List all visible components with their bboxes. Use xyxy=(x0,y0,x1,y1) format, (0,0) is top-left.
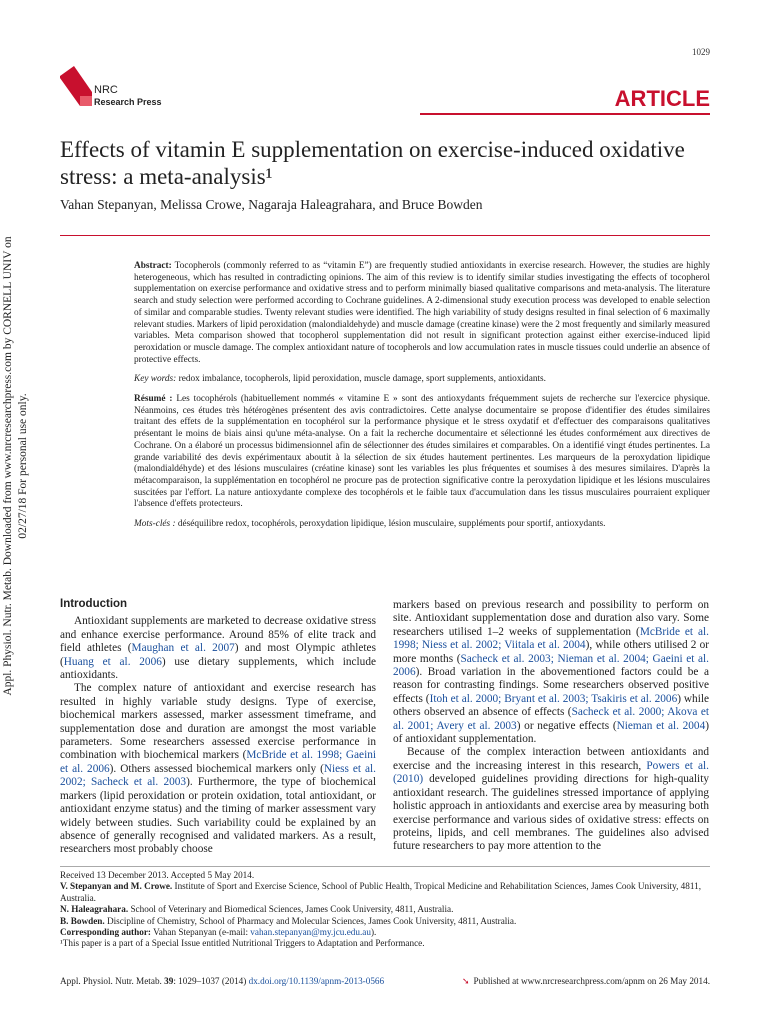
resume-text: Les tocophérols (habituellement nommés « vitamine E » sont des antioxydants fréquemment sujets de recherche sur l'exercice physique. Néanmoins, ces études très hétérogènes présentent des avis contradictoires. Cette analyse documentaire se propose d'identifier des études similaires traitant des effets de la supplémentation en tocophérol sur la performance physique et le stress oxydatif et d'effectuer des comparaisons qualitatives présentant le moins de biais ainsi qu'une méta-analyse. On a fait la recherche documentaire et sélectionné les études conformément aux directives de Cochrane. On a élaboré un processus bidimensionnel afin de sélectionner des études similaires et comparables. On a identifié vingt études pertinentes. La grande variabilité des devis expérimentaux aboutit à la sélection de six études hautement pertinentes. Les marqueurs de la peroxydation lipidique (malondialdéhyde) et des lésions musculaires (créatine kinase) sont les variables les plus fréquentes et soumises à des mesures similaires. D'après la métacomparaison, la supplémentation en tocophérol ne procure pas de protection significative contre la peroxydation lipidique et les lésions musculaires suscitées par l'effort. La nature antioxydante complexe des tocophérols et le faible taux d'accumulation dans les tissus musculaires pourraient expliquer l'absence d'effets protecteurs. xyxy=(134,394,711,510)
citation-link[interactable]: Niess et al. 2002; Sacheck et al. 2003 xyxy=(60,762,376,789)
citation-link[interactable]: Itoh et al. 2000; Bryant et al. 2003; Tsakiris et al. 2006 xyxy=(429,692,678,705)
affiliation-text: School of Veterinary and Biomedical Sciences, James Cook University, 4811, Australia. xyxy=(130,904,454,915)
nrc-logo-icon xyxy=(60,66,94,106)
affiliation-text: Institute of Sport and Exercise Science, School of Public Health, Tropical Medicine and Rehabilitation Sciences, James Cook University, 4811, Australia. xyxy=(60,881,702,903)
resume-label: Résumé : xyxy=(134,394,173,405)
abstract-paragraph xyxy=(134,261,710,366)
citation-link[interactable]: McBride et al. 1998; Gaeini et al. 2006 xyxy=(60,749,376,775)
text-run: ), while others utilised 2 or more months ( xyxy=(393,639,710,665)
citation-link[interactable]: Powers et al. (2010) xyxy=(393,759,709,786)
arrow-icon: ➘ xyxy=(462,976,470,986)
page-number: 1029 xyxy=(692,47,710,57)
affiliation-2 xyxy=(60,904,710,915)
abstract-label: Abstract: xyxy=(134,261,172,271)
text-run: developed guidelines providing directions for high-quality antioxidant research. The guidelines stressed importance of applying holistic approach in antioxidants and exercise area by measuring both exercise performance and various sides of oxidative stress: effects on proteins, lipids, and cell membranes. The guidelines also advised future researchers to pay more attention to the xyxy=(393,773,709,853)
resume-paragraph xyxy=(134,394,710,511)
article-label: ARTICLE xyxy=(614,86,710,111)
logo-text-press: Research Press xyxy=(94,97,162,107)
intro-paragraph-2 xyxy=(60,682,376,856)
download-sidebar xyxy=(1,226,35,706)
received-line: Received 13 December 2013. Accepted 5 May 2014. xyxy=(60,870,255,880)
body-column-right xyxy=(393,599,709,854)
keywords-paragraph xyxy=(134,374,710,386)
abstract-block xyxy=(134,261,710,539)
text-run: ). Others assessed biochemical markers only ( xyxy=(109,762,324,775)
text-run: markers based on previous research and possibility to perform on site. Antioxidant supplementation dose and duration also vary. Some researchers utilised 1–2 weeks of supplementation ( xyxy=(393,599,709,638)
keywords-text: redox imbalance, tocopherols, lipid peroxidation, muscle damage, sport supplements, antioxidants. xyxy=(178,374,546,385)
keywords-label: Key words: xyxy=(134,374,177,385)
intro-paragraph-3 xyxy=(393,599,709,746)
section-heading-introduction: Introduction xyxy=(60,598,128,610)
motscles-text: déséquilibre redox, tocophérols, peroxydation lipidique, lésion musculaire, suppléments pour sportif, antioxydants. xyxy=(177,519,606,530)
motscles-paragraph xyxy=(134,519,710,531)
corresponding-label: Corresponding author: xyxy=(60,927,151,938)
footnote-divider xyxy=(60,866,710,867)
affiliation-names: V. Stepanyan and M. Crowe. xyxy=(60,881,173,892)
nrc-logo xyxy=(60,66,160,122)
citation-link[interactable]: Nieman et al. 2004 xyxy=(616,719,706,732)
affiliation-names: B. Bowden. xyxy=(60,915,105,926)
title-divider xyxy=(60,235,710,236)
affiliation-3 xyxy=(60,916,710,927)
journal-volume: 39 xyxy=(164,976,174,986)
author-email-link[interactable]: vahan.stepanyan@my.jcu.edu.au xyxy=(250,927,371,938)
text-run: ) while others observed an absence of effects ( xyxy=(393,692,709,719)
text-run: The complex nature of antioxidant and exercise research has resulted in highly variable study designs. Type of exercise, biochemical markers assessed, marker assessment timeframe, and supplementation dose and duration are amongst the most variable parameters. Some researchers assessed exercise performance in combination with biochemical markers ( xyxy=(60,682,376,762)
abstract-text: Tocopherols (commonly referred to as “vitamin E”) are frequently studied antioxidants in exercise research. However, the studies are highly heterogeneous, which has resulted in contradicting opinions. The aim of this review is to identify similar studies investigating the effects of tocopherol supplementation on exercise performance and oxidative stress and to perform minimally biased qualitative comparisons and meta-analysis. The literature search and study selection were performed according to Cochrane guidelines. A 2-dimensional study execution process was developed to enable selection of similar and comparable studies. Twenty relevant studies were identified. The high variability of study designs resulted in final selection of 6 maximally relevant studies. Markers of lipid peroxidation (malondialdehyde) and muscle damage (creatine kinase) were the 2 most frequently and similarly measured variables. Meta comparison showed that tocopherol supplementation did not result in significant protection against either exercise-induced lipid peroxidation or muscle damage. The complex antioxidant nature of tocopherols and low accumulation rates in muscle tissues could underlie an absence of protective effects. xyxy=(134,261,711,365)
download-sidebar-text: Appl. Physiol. Nutr. Metab. Downloaded from www.nrcresearchpress.com by CORNELL UNIV on 02/27/18 For personal use only. xyxy=(2,236,29,696)
citation-link[interactable]: Huang et al. 2006 xyxy=(63,655,162,668)
body-column-left xyxy=(60,598,376,857)
affiliation-text: Discipline of Chemistry, School of Pharmacy and Molecular Sciences, James Cook University, 4811, Australia. xyxy=(106,915,517,926)
intro-paragraph-1 xyxy=(60,615,376,682)
corresponding-author xyxy=(60,927,710,938)
corresponding-text: Vahan Stepanyan (e-mail: xyxy=(153,927,251,938)
motscles-label: Mots-clés : xyxy=(134,519,176,530)
author-list: Vahan Stepanyan, Melissa Crowe, Nagaraja Haleagrahara, and Bruce Bowden xyxy=(60,197,483,212)
text-run: ) of antioxidant supplementation. xyxy=(393,719,709,746)
text-run: ) or negative effects ( xyxy=(516,719,617,732)
text-run: ) use dietary supplements, which include antioxidants. xyxy=(60,655,376,682)
special-issue-note: ¹This paper is a part of a Special Issue entitled Nutritional Triggers to Adaptation and Performance. xyxy=(60,938,425,949)
text-run: ). Furthermore, the type of biochemical markers (lipid peroxidation or protein oxidation, total antioxidant, or antioxidant enzyme status) and the timing of marker assessment vary widely between studies. Such variability could be explained by an absence of generally recognised and validated markers. As a result, researchers most probably choose xyxy=(60,776,377,856)
footnotes xyxy=(60,870,710,950)
logo-text-nrc: NRC xyxy=(94,84,118,96)
citation-link[interactable]: Maughan et al. 2007 xyxy=(131,642,235,655)
text-run: ) and most Olympic athletes ( xyxy=(60,642,376,668)
citation-link[interactable]: Sacheck et al. 2000; Akova et al. 2001; Avery et al. 2003 xyxy=(393,706,709,732)
published-text: Published at www.nrcresearchpress.com/apnm on 26 May 2014. xyxy=(473,976,710,986)
citation-link[interactable]: Sacheck et al. 2003; Nieman et al. 2004; Gaeini et al. 2006 xyxy=(393,652,710,679)
affiliation-names: N. Haleagrahara. xyxy=(60,904,129,915)
paper-title: Effects of vitamin E supplementation on exercise-induced oxidative stress: a meta-analysis¹ xyxy=(60,137,685,189)
text-run: Because of the complex interaction between antioxidants and exercise and the increasing interest in this research, xyxy=(393,746,709,772)
citation-link[interactable]: McBride et al. 1998; Niess et al. 2002; Viitala et al. 2004 xyxy=(393,625,710,652)
journal-pages: : 1029–1037 (2014) xyxy=(173,976,249,986)
article-divider xyxy=(420,113,710,115)
publication-notice xyxy=(462,976,710,987)
text-run: ). Broad variation in the abovementioned factors could be a reason for contrasting findings. Some researchers observed positive effects ( xyxy=(393,666,709,705)
affiliation-1 xyxy=(60,881,710,904)
doi-link[interactable]: dx.doi.org/10.1139/apnm-2013-0566 xyxy=(248,976,385,986)
journal-citation xyxy=(60,976,384,986)
text-run: Antioxidant supplements are marketed to decrease oxidative stress and enhance exercise performance. Around 85% of elite track and field athletes ( xyxy=(60,615,376,655)
corresponding-text-end: ). xyxy=(370,927,377,938)
journal-name: Appl. Physiol. Nutr. Metab. xyxy=(60,976,165,986)
intro-paragraph-4 xyxy=(393,746,709,853)
